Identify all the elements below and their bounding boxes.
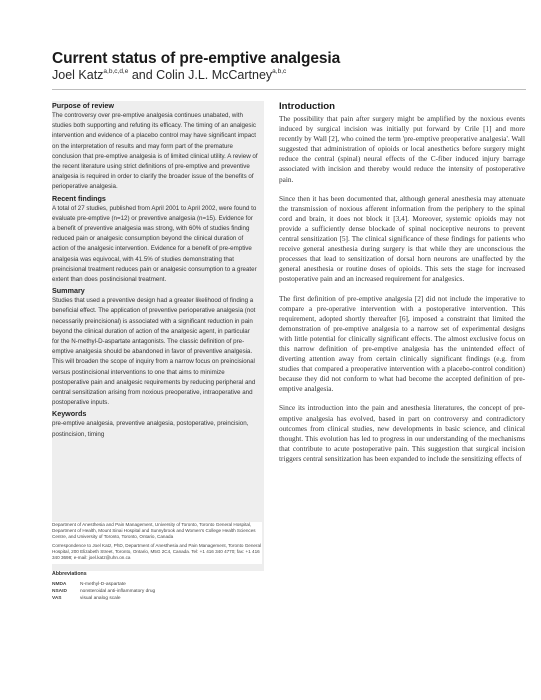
- intro-paragraph-1: The possibility that pain after surgery might be amplified by the noxious events induced by surgical incision was initially put forward by Crile [1] and more recently by Wall [2], who coined the term 'pre-emptive preoperative analgesia'. Wall suggested that administration of opioids or local anesthetics before surgery might reduce the central (spinal) neural effects of the C-fiber induced injury barrage associated with incision and thereby would reduce the intensity of postoperative pain.: [279, 114, 525, 184]
- abbreviation-expansion: N-methyl-D-aspartate: [80, 582, 126, 587]
- affiliations-note: Department of Anesthesia and Pain Management, University of Toronto, Toronto General Hospital, Department of Health, Mount Sinai Hospital and Sunnybrook and Women's College Health Sciences Centre, and University of Toronto, Toronto, Ontario, Canada: [52, 522, 256, 539]
- author-mccartney-affiliation: a,b,c: [272, 68, 287, 75]
- author-line: [52, 68, 522, 82]
- summary-text: Studies that used a preventive design had a greater likelihood of finding a beneficial effect. The application of preventive perioperative analgesia (not necessarily preincisional) is associated with a significant reduction in pain beyond the clinical duration of action of the analgesic agent, in particular for the N-methyl-D-aspartate antagonists. The classic definition of pre-emptive analgesia should be abandoned in favor of preventive analgesia. This will broaden the scope of inquiry from a narrow focus on preincisional versus postincisional interventions to one that aims to minimize postoperative pain and analgesic requirements by reducing peripheral and central sensitization arising from noxious preoperative, intraoperative and postoperative inputs.: [52, 297, 256, 407]
- abbreviation-row: [52, 595, 262, 602]
- footnotes: [52, 522, 262, 564]
- intro-paragraph-2: Since then it has been documented that, although general anesthesia may attenuate the transmission of noxious afferent information from the periphery to the spinal cord and brain, it does not block it [3,4]. Moreover, systemic opioids may not provide a sufficiently dense blockade of spinal nociceptive neurons to prevent central sensitization [5]. The clinical significance of these findings for patients who receive general anesthesia during surgery is that while they are unconscious the processes that lead to sensitization of dorsal horn neurons are unaffected by the general anesthesia or routine doses of opioids. This sets the stage for increased postoperative pain and an increased requirement for analgesics.: [279, 193, 525, 284]
- author-mccartney: and Colin J.L. McCartney: [128, 68, 273, 82]
- author-katz: Joel Katz: [52, 68, 104, 82]
- purpose-heading: Purpose of review: [52, 101, 114, 110]
- keywords-heading: Keywords: [52, 409, 87, 419]
- abbreviation-row: [52, 581, 262, 588]
- abbreviation-expansion: visual analog scale: [80, 596, 121, 601]
- author-katz-affiliation: a,b,c,d,e: [103, 68, 129, 75]
- article-title: Current status of pre-emptive analgesia: [52, 50, 341, 67]
- abbreviations-box: [52, 571, 262, 602]
- findings-text: A total of 27 studies, published from April 2001 to April 2002, were found to evaluate pre-emptive (n=12) or preventive analgesia (n=15). Evidence for a benefit of preventive analgesia was strong, with 60% of studies finding reduced pain or analgesic consumption beyond the clinical duration of action of the analgesic intervention. Evidence for a benefit of pre-emptive analgesia was equivocal, with 41.5% of studies demonstrating that preincisional treatment reduces pain or analgesic consumption to a greater extent than does postincisional treatment.: [52, 204, 257, 284]
- abstract-box: [52, 101, 264, 571]
- abbreviation-term: NSAID: [52, 589, 67, 594]
- abbreviation-term: NMDA: [52, 582, 67, 587]
- introduction-heading: Introduction: [279, 101, 335, 112]
- summary-heading: Summary: [52, 286, 85, 296]
- introduction-column: [279, 101, 525, 699]
- intro-paragraph-3: The first definition of pre-emptive analgesia [2] did not include the imperative to compare a pre-operative intervention with a postoperative intervention. This requirement, adopted shortly thereafter [6], imposed a constraint that limited the demonstration of pre-emptive analgesia to a narrow set of experimental designs with little potential for clinically significant effects. The almost exclusive focus on this narrow definition of pre-emptive analgesia has the unintended effect of diverting attention away from certain clinically significant findings (e.g. from studies that compared a preoperative intervention with a placebo-control condition) because they did not conform to what had become the accepted definition of pre-emptive analgesia.: [279, 293, 525, 394]
- correspondence-note: Correspondence to Joel Katz, PhD, Department of Anesthesia and Pain Management, Toronto General Hospital, 200 Elizabeth Street, Toronto, Ontario, M5G 2C4, Canada. Tel: +1 416 340 4770; fax: +1 416 340 3698; e-mail: joel.katz@uhn.on.ca: [52, 543, 262, 560]
- abbreviation-expansion: nonsteroidal anti-inflammatory drug: [80, 589, 156, 594]
- findings-heading: Recent findings: [52, 193, 106, 203]
- purpose-text: The controversy over pre-emptive analgesia continues unabated, with studies both supporting and refuting its efficacy. The timing of an analgesic intervention and evidence of a placebo control may have significant impact on the interpretation of results and may form part of the premature conclusion that pre-emptive analgesia is of limited clinical utility. A review of the recent literature using strict definitions of pre-emptive and preventive analgesia is required in order to clarify the broader issue of the benefits of perioperative analgesia.: [52, 112, 258, 191]
- intro-paragraph-4: Since its introduction into the pain and anesthesia literatures, the concept of pre-emptive analgesia has evolved, based in part on controversy and contradictory outcomes from clinical studies, new developments in basic science, and clinical thought. This evolution has led to progress in our understanding of the mechanisms that contribute to acute postoperative pain. This suggestion that surgical incision triggers central sensitization has been expanded to include the sensitizing effects of: [279, 403, 525, 463]
- abbreviation-row: [52, 588, 262, 595]
- keywords-text: pre-emptive analgesia, preventive analgesia, postoperative, preincision, postincision, timing: [52, 420, 249, 438]
- header-divider: [52, 89, 526, 90]
- abbreviations-heading: Abbreviations: [52, 571, 87, 577]
- abbreviation-term: VAS: [52, 596, 62, 601]
